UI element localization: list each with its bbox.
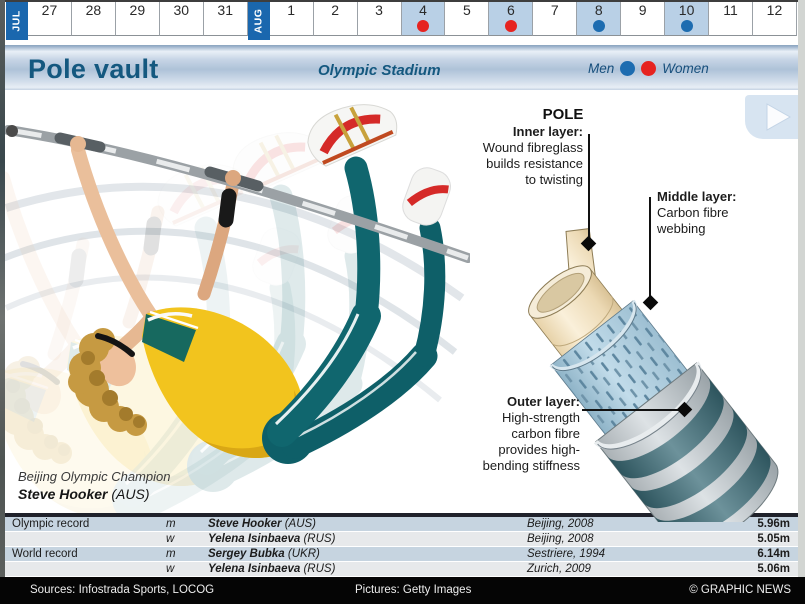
play-icon [745, 95, 805, 139]
calendar-day-9 [621, 2, 665, 36]
inner-layer-pointer-line [588, 134, 590, 244]
photo-left-edge [0, 0, 5, 578]
calendar-day-27 [28, 2, 72, 36]
record-row [0, 547, 805, 562]
record-venue: Beijing, 2008 [527, 518, 594, 530]
calendar-day-number: 5 [463, 2, 471, 18]
calendar-day-number: 27 [41, 2, 58, 18]
pole-layers-illustration [465, 222, 805, 522]
outer-layer-pointer-line [582, 409, 685, 411]
calendar-day-30 [160, 2, 204, 36]
calendar-day-29 [116, 2, 160, 36]
footer-bar [0, 577, 805, 604]
record-category: World record [12, 548, 78, 560]
main-content [0, 90, 805, 513]
calendar-day-12 [753, 2, 797, 36]
record-athlete: Sergey Bubka (UKR) [208, 548, 320, 560]
record-athlete: Yelena Isinbaeva (RUS) [208, 533, 336, 545]
calendar-day-3 [358, 2, 402, 36]
calendar-day-11 [709, 2, 753, 36]
middle-layer-pointer-line [649, 197, 651, 303]
photo-caption: Beijing Olympic Champion Steve Hooker (AUS) [18, 469, 171, 502]
calendar-day-number: 31 [217, 2, 233, 18]
calendar-day-number: 4 [419, 2, 427, 18]
record-row [0, 562, 805, 577]
calendar-day-number: 12 [766, 2, 783, 18]
legend [588, 61, 709, 76]
women-event-dot-icon [417, 20, 429, 32]
record-venue: Zurich, 2009 [527, 563, 591, 575]
women-dot-icon [641, 61, 656, 76]
men-event-dot-icon [681, 20, 693, 32]
play-tab-button[interactable] [745, 95, 805, 139]
calendar-day-number: 3 [375, 2, 383, 18]
inner-layer-label: Inner layer: Wound fibreglass builds resistance to twisting [482, 124, 583, 187]
record-gender: w [166, 533, 175, 545]
calendar-day-5 [445, 2, 489, 36]
champion-country: (AUS) [111, 486, 150, 502]
women-event-dot-icon [505, 20, 517, 32]
page-right-edge [798, 0, 805, 578]
page-title: Pole vault [28, 54, 159, 84]
header-bar [0, 45, 805, 91]
pictures-credit: Pictures: Getty Images [355, 584, 472, 596]
calendar-day-number: 1 [287, 2, 296, 18]
record-gender: w [166, 563, 175, 575]
calendar-strip [6, 2, 797, 40]
calendar-day-number: 2 [331, 2, 339, 18]
calendar-day-28 [72, 2, 116, 36]
calendar-day-number: 7 [550, 2, 559, 18]
calendar-day-8[interactable] [577, 2, 621, 36]
calendar-month-label: AUG [252, 8, 265, 34]
calendar-month-jul [6, 2, 28, 40]
calendar-day-10[interactable] [665, 2, 709, 36]
record-row [0, 532, 805, 547]
men-event-dot-icon [593, 20, 605, 32]
champion-name: Steve Hooker [18, 486, 108, 502]
record-venue: Beijing, 2008 [527, 533, 594, 545]
legend-men-label: Men [588, 61, 615, 76]
calendar-day-number: 28 [85, 2, 102, 18]
middle-layer-label: Middle layer: Carbon fibre webbing [657, 189, 737, 236]
calendar-day-6[interactable] [489, 2, 533, 36]
record-gender: m [166, 518, 176, 530]
calendar-day-number: 10 [678, 2, 695, 18]
calendar-day-31 [204, 2, 248, 36]
record-athlete: Steve Hooker (AUS) [208, 518, 317, 530]
record-mark: 5.05m [757, 533, 790, 545]
record-venue: Sestriere, 1994 [527, 548, 605, 560]
calendar-day-number: 11 [723, 2, 738, 18]
calendar-day-number: 8 [594, 2, 603, 18]
calendar-day-number: 9 [638, 2, 647, 18]
sources-credit: Sources: Infostrada Sports, LOCOG [30, 584, 215, 596]
outer-layer-label: Outer layer: High-strength carbon fibre provides high- bending stiffness [482, 394, 580, 473]
calendar-day-7 [533, 2, 577, 36]
legend-women-label: Women [662, 61, 709, 76]
record-mark: 5.96m [757, 518, 790, 530]
calendar-day-number: 29 [129, 2, 146, 18]
record-gender: m [166, 548, 176, 560]
calendar-day-number: 30 [173, 2, 190, 18]
pole-diagram-heading: POLE [542, 106, 584, 123]
graphic-news-credit: © GRAPHIC NEWS [689, 584, 791, 596]
calendar-day-number: 6 [506, 2, 515, 18]
record-athlete: Yelena Isinbaeva (RUS) [208, 563, 336, 575]
calendar-month-aug [248, 2, 270, 40]
men-dot-icon [620, 61, 635, 76]
calendar-month-label: JUL [11, 10, 23, 32]
pole-vaulter-photo [0, 90, 470, 513]
calendar-day-4[interactable] [402, 2, 446, 36]
record-category: Olympic record [12, 518, 90, 530]
record-mark: 6.14m [757, 548, 790, 560]
venue-label: Olympic Stadium [318, 62, 441, 79]
records-table [0, 517, 805, 577]
calendar-day-2 [314, 2, 358, 36]
record-mark: 5.06m [757, 563, 790, 575]
calendar-day-1 [270, 2, 314, 36]
